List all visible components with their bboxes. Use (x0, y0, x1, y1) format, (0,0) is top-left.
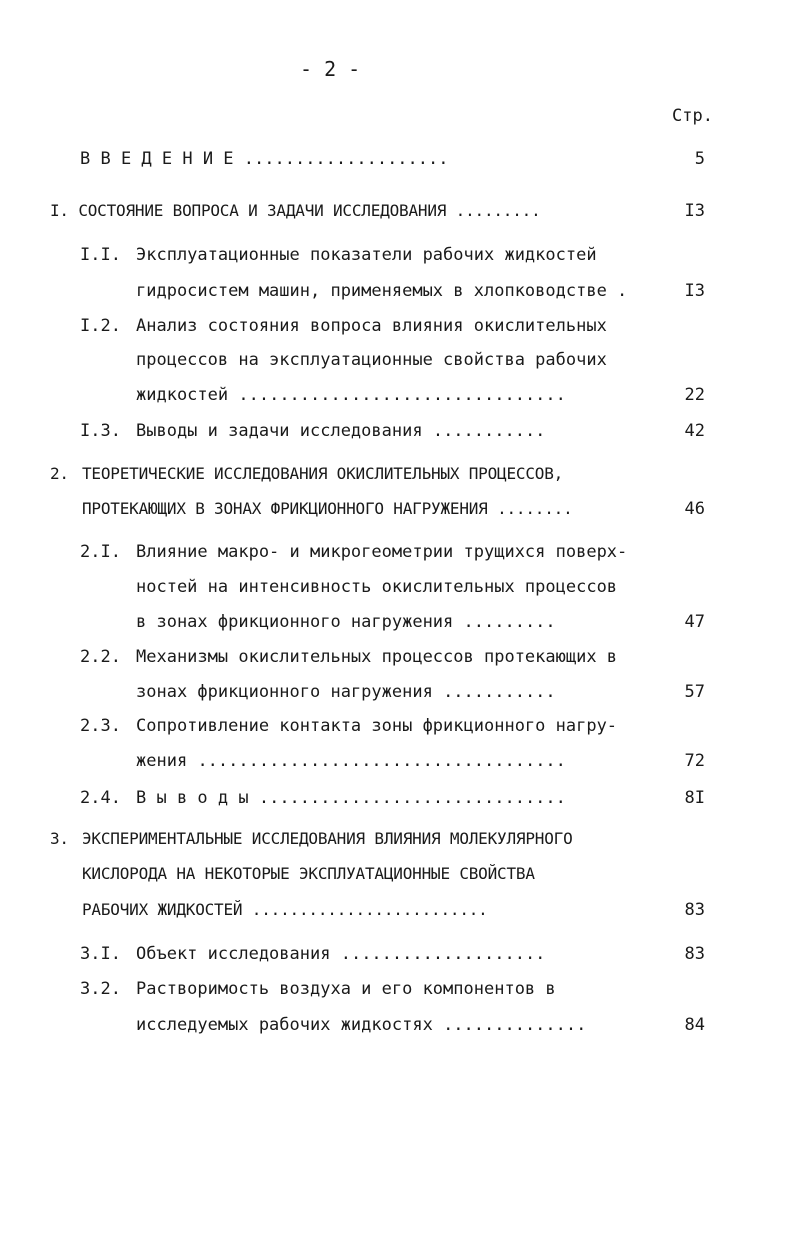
dot-leader: .............. (443, 1015, 587, 1035)
entry-title-line-3: РАБОЧИХ ЖИДКОСТЕЙ (82, 900, 243, 919)
page-ref: 46 (684, 499, 705, 519)
page-ref: 5 (694, 149, 705, 169)
dot-leader: .................... (340, 944, 546, 964)
entry-title-line-1: Растворимость воздуха и его компонентов в (136, 979, 556, 999)
entry-number: 2.4. (80, 788, 121, 808)
entry-title-line-2: процессов на эксплуатационные свойства рабочих (136, 350, 607, 370)
entry-title: Объект исследования (136, 944, 331, 964)
dot-leader: ......... (463, 612, 556, 632)
entry-title-line-1: ЭКСПЕРИМЕНТАЛЬНЫЕ ИССЛЕДОВАНИЯ ВЛИЯНИЯ МОЛЕКУЛЯРНОГО (82, 829, 573, 848)
page-ref: 47 (684, 612, 705, 632)
entry-number: 3.2. (80, 979, 121, 999)
entry-title-line-1: ТЕОРЕТИЧЕСКИЕ ИССЛЕДОВАНИЯ ОКИСЛИТЕЛЬНЫХ ПРОЦЕССОВ, (82, 464, 564, 483)
entry-title-line-2: исследуемых рабочих жидкостях (136, 1015, 433, 1035)
entry-number: 3.I. (80, 944, 121, 964)
dot-leader: ......... (455, 201, 541, 220)
entry-number: 2.2. (80, 647, 121, 667)
entry-title-line-2: ностей на интенсивность окислительных процессов (136, 577, 618, 597)
entry-title-line-2: гидросистем машин, применяемых в хлопководстве . (136, 281, 628, 301)
page-ref: I3 (684, 201, 705, 221)
page-ref: I3 (684, 281, 705, 301)
entry-title-line-2: зонах фрикционного нагружения (136, 682, 433, 702)
entry-title-line-2: жения (136, 751, 188, 771)
dot-leader: ........... (443, 682, 556, 702)
entry-title-line-3: жидкостей (136, 385, 229, 405)
entry-title-line-1: Анализ состояния вопроса влияния окислительных (136, 316, 607, 336)
entry-title-line-1: Эксплуатационные показатели рабочих жидкостей (136, 245, 597, 265)
dot-leader: .............................. (258, 788, 566, 808)
entry-title: В ы в о д ы (136, 788, 249, 808)
entry-number: 2. (50, 464, 69, 483)
entry-title-line-2: ПРОТЕКАЮЩИХ В ЗОНАХ ФРИКЦИОННОГО НАГРУЖЕНИЯ (82, 499, 488, 518)
entry-title: СОСТОЯНИЕ ВОПРОСА И ЗАДАЧИ ИССЛЕДОВАНИЯ (78, 201, 447, 220)
entry-title-line-3: в зонах фрикционного нагружения (136, 612, 454, 632)
entry-number: I.3. (80, 421, 121, 441)
dot-leader: .................... (243, 149, 449, 169)
dot-leader: ........... (432, 421, 546, 441)
entry-number: 3. (50, 829, 69, 848)
entry-title: В В Е Д Е Н И Е (80, 149, 234, 169)
page-ref: 8I (684, 788, 705, 808)
page-ref: 72 (684, 751, 705, 771)
entry-title-line-2: КИСЛОРОДА НА НЕКОТОРЫЕ ЭКСПЛУАТАЦИОННЫЕ СВОЙСТВА (82, 864, 535, 883)
dot-leader: ........ (497, 499, 573, 518)
page-ref: 83 (684, 900, 705, 920)
entry-number: 2.3. (80, 716, 121, 736)
entry-number: I.I. (80, 245, 121, 265)
entry-title-line-1: Механизмы окислительных процессов протекающих в (136, 647, 618, 667)
dot-leader: ......................... (251, 900, 488, 919)
page-ref: 42 (684, 421, 705, 441)
page-column-header: Стр. (672, 106, 713, 126)
entry-number: I. (50, 201, 69, 220)
entry-title-line-1: Сопротивление контакта зоны фрикционного нагру- (136, 716, 618, 736)
page-ref: 22 (684, 385, 705, 405)
page-ref: 57 (684, 682, 705, 702)
entry-number: I.2. (80, 316, 121, 336)
entry-title: Выводы и задачи исследования (136, 421, 423, 441)
page-ref: 84 (684, 1015, 705, 1035)
entry-number: 2.I. (80, 542, 121, 562)
dot-leader: ................................ (238, 385, 566, 405)
dot-leader: .................................... (197, 751, 566, 771)
page-number: - 2 - (300, 57, 361, 81)
entry-title-line-1: Влияние макро- и микрогеометрии трущихся поверх- (136, 542, 628, 562)
page-ref: 83 (684, 944, 705, 964)
